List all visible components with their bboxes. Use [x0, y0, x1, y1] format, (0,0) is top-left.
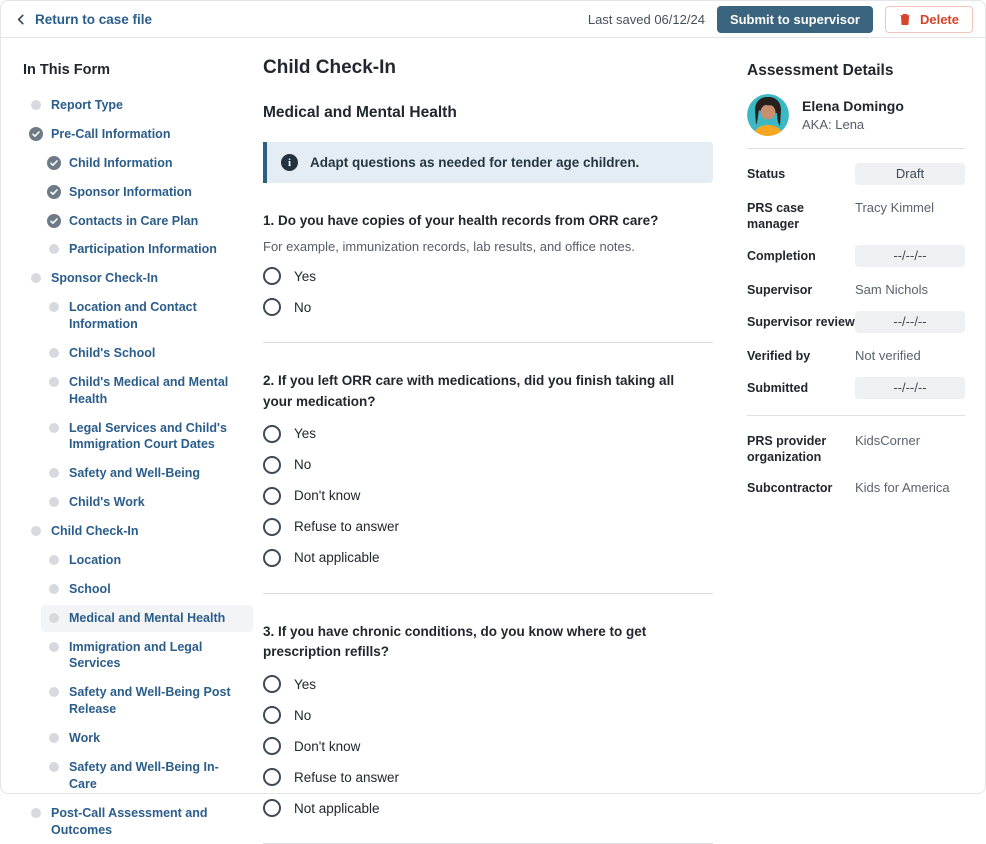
sidebar-item-label: Child Check-In: [51, 524, 139, 538]
sidebar-item-label: Contacts in Care Plan: [69, 213, 199, 228]
assessment-details-heading: Assessment Details: [747, 62, 894, 79]
pending-dot-icon: [31, 273, 41, 283]
sidebar-item-label: School: [69, 581, 111, 596]
radio-option-label: Don't know: [294, 488, 361, 504]
detail-label: PRS case manager: [747, 201, 804, 232]
pending-dot-icon: [49, 302, 59, 312]
info-banner-text: Adapt questions as needed for tender age children.: [310, 155, 640, 170]
divider: [263, 342, 713, 343]
sidebar-item-immigration-and-legal-services[interactable]: [41, 634, 253, 678]
sidebar-item-safety-and-well-being-in-care[interactable]: [41, 754, 253, 798]
assessment-details-panel: [747, 38, 985, 795]
radio-button-icon: [263, 456, 281, 474]
pending-dot-icon: [49, 733, 59, 743]
sidebar-item-label: Sponsor Check-In: [51, 271, 158, 286]
sidebar-item-report-type[interactable]: [23, 92, 253, 119]
sidebar-item-child-s-work[interactable]: [41, 489, 253, 516]
question-list: [263, 211, 713, 844]
person-aka: AKA: Lena: [802, 117, 865, 132]
sidebar-item-label: Medical and Mental Health: [69, 610, 226, 625]
divider: [747, 415, 965, 416]
radio-button-icon: [263, 487, 281, 505]
question-2: [263, 371, 713, 594]
divider: [263, 593, 713, 594]
radio-option-no[interactable]: [263, 298, 713, 316]
pending-dot-icon: [49, 687, 59, 697]
pending-dot-icon: [49, 377, 59, 387]
delete-button[interactable]: [885, 6, 973, 33]
pending-dot-icon: [49, 642, 59, 652]
detail-rows: [747, 163, 965, 399]
sidebar-item-pre-call-information[interactable]: [23, 121, 253, 148]
topbar: [1, 1, 985, 38]
sidebar-item-label: Safety and Well-Being: [69, 466, 201, 481]
radio-option-label: Yes: [294, 426, 317, 442]
radio-button-icon: [263, 549, 281, 567]
detail-row-status: [747, 163, 965, 185]
radio-option-no[interactable]: [263, 456, 713, 474]
radio-option-label: No: [294, 457, 312, 473]
topbar-actions: [588, 6, 973, 33]
detail-value: Sam Nichols: [855, 281, 928, 297]
person-card: [747, 94, 965, 148]
trash-icon: [899, 13, 911, 26]
sidebar-item-label: Legal Services and Child's Immigration Court Dates: [69, 420, 227, 452]
sidebar-item-location-and-contact-information[interactable]: [41, 294, 253, 338]
info-banner: [263, 142, 713, 183]
pending-dot-icon: [49, 497, 59, 507]
radio-option-yes[interactable]: [263, 267, 713, 285]
radio-option-refuse-to-answer[interactable]: [263, 518, 713, 536]
radio-option-label: Refuse to answer: [294, 519, 400, 535]
person-name: Elena Domingo: [802, 98, 904, 114]
radio-option-don-t-know[interactable]: [263, 487, 713, 505]
sidebar-item-school[interactable]: [41, 576, 253, 603]
divider: [747, 148, 965, 149]
detail-row-completion: [747, 245, 965, 267]
detail-row-submitted: [747, 377, 965, 399]
sidebar-item-label: Pre-Call Information: [51, 126, 171, 141]
sidebar-item-sponsor-check-in[interactable]: [23, 265, 253, 292]
radio-option-label: No: [294, 299, 312, 315]
radio-option-yes[interactable]: [263, 425, 713, 443]
radio-button-icon: [263, 425, 281, 443]
question-text: 1. Do you have copies of your health records from ORR care?: [263, 213, 659, 228]
sidebar-item-post-call-assessment-and-outcomes[interactable]: [23, 800, 253, 844]
radio-option-label: Don't know: [294, 738, 361, 754]
sidebar-item-label: Post-Call Assessment and Outcomes: [51, 805, 208, 837]
org-rows: [747, 430, 965, 498]
sidebar-item-work[interactable]: [41, 725, 253, 752]
radio-option-yes[interactable]: [263, 675, 713, 693]
sidebar-item-label: Immigration and Legal Services: [69, 639, 203, 671]
radio-option-label: Yes: [294, 676, 317, 692]
sidebar-item-contacts-in-care-plan[interactable]: [41, 208, 253, 235]
radio-option-not-applicable[interactable]: [263, 549, 713, 567]
sidebar-item-label: Child's Work: [69, 495, 145, 510]
radio-button-icon: [263, 737, 281, 755]
check-circle-icon: [47, 156, 61, 170]
last-saved-text: Last saved 06/12/24: [587, 11, 705, 27]
radio-button-icon: [263, 298, 281, 316]
detail-value: Draft: [855, 163, 965, 185]
detail-row-subcontractor: [747, 477, 965, 497]
detail-row-prs-provider-organization: [747, 430, 965, 466]
detail-value: Kids for America: [855, 480, 950, 495]
pending-dot-icon: [49, 468, 59, 478]
radio-option-don-t-know[interactable]: [263, 737, 713, 755]
pending-dot-icon: [49, 555, 59, 565]
detail-value: --/--/--: [855, 245, 965, 267]
radio-button-icon: [263, 518, 281, 536]
question-text: 2. If you left ORR care with medications, did you finish taking all your medication?: [263, 373, 675, 409]
sidebar-item-child-information[interactable]: [41, 150, 253, 177]
radio-button-icon: [263, 675, 281, 693]
pending-dot-icon: [49, 762, 59, 772]
sidebar-item-legal-services-and-child-s-immigration-court-dates[interactable]: [41, 415, 253, 459]
sidebar-item-label: Work: [69, 731, 101, 745]
pending-dot-icon: [31, 526, 41, 536]
question-1: [263, 211, 713, 343]
check-circle-icon: [47, 214, 61, 228]
form-main: [263, 38, 713, 816]
check-circle-icon: [29, 127, 43, 141]
radio-option-label: Yes: [294, 268, 317, 284]
radio-button-icon: [263, 267, 281, 285]
sidebar-item-medical-and-mental-health[interactable]: [41, 605, 253, 632]
pending-dot-icon: [31, 100, 41, 110]
sidebar-item-label: Safety and Well-Being In-Care: [69, 759, 219, 791]
info-icon: i: [281, 154, 298, 171]
detail-label: Status: [747, 167, 786, 181]
sidebar-item-location[interactable]: [41, 547, 253, 574]
radio-button-icon: [263, 768, 281, 786]
detail-label: Supervisor review: [747, 314, 855, 329]
radio-option-not-applicable[interactable]: [263, 799, 713, 817]
sidebar-nav: [23, 92, 253, 843]
check-circle-icon: [47, 185, 61, 199]
sidebar-item-label: Location and Contact Information: [69, 300, 197, 331]
pending-dot-icon: [31, 808, 41, 818]
detail-label: Submitted: [747, 380, 809, 395]
pending-dot-icon: [49, 244, 59, 254]
sidebar-item-safety-and-well-being[interactable]: [41, 460, 253, 487]
radio-option-label: No: [294, 707, 312, 723]
detail-value: --/--/--: [855, 311, 965, 333]
question-helper: For example, immunization records, lab results, and office notes.: [263, 239, 635, 255]
detail-label: Completion: [747, 248, 816, 263]
detail-label: Subcontractor: [747, 481, 833, 495]
sidebar-item-safety-and-well-being-post-release[interactable]: [41, 679, 253, 723]
content-area: [1, 38, 985, 837]
question-text: 3. If you have chronic conditions, do you know where to get prescription refills?: [263, 623, 647, 659]
sidebar-item-child-s-medical-and-mental-health[interactable]: [41, 369, 253, 413]
sidebar-item-participation-information[interactable]: [41, 236, 253, 263]
sidebar-item-label: Safety and Well-Being Post Release: [69, 685, 231, 717]
avatar: [747, 94, 789, 136]
sidebar-item-child-check-in[interactable]: [23, 518, 253, 545]
form-sidebar: [1, 38, 263, 837]
detail-label: Supervisor: [747, 282, 813, 297]
radio-option-refuse-to-answer[interactable]: [263, 768, 713, 786]
radio-button-icon: [263, 799, 281, 817]
page-title: Child Check-In: [263, 57, 397, 78]
radio-option-label: Not applicable: [294, 800, 380, 816]
delete-label: Delete: [919, 11, 959, 27]
sidebar-item-label: Sponsor Information: [69, 184, 192, 199]
sidebar-item-label: Child Information: [69, 155, 173, 170]
sidebar-item-label: Location: [69, 552, 122, 567]
section-title: Medical and Mental Health: [263, 104, 457, 121]
submit-to-supervisor-button[interactable]: Submit to supervisor: [717, 6, 873, 33]
detail-value: KidsCorner: [855, 432, 921, 448]
return-to-case-file-link[interactable]: [15, 12, 152, 27]
sidebar-heading: In This Form: [23, 62, 110, 78]
pending-dot-icon: [49, 348, 59, 358]
detail-value: Tracy Kimmel: [855, 200, 934, 215]
sidebar-item-label: Report Type: [51, 98, 123, 112]
sidebar-item-label: Participation Information: [69, 242, 217, 257]
detail-label: Verified by: [747, 348, 811, 363]
radio-button-icon: [263, 706, 281, 724]
radio-option-no[interactable]: [263, 706, 713, 724]
detail-row-verified-by: [747, 345, 965, 365]
detail-value: --/--/--: [855, 377, 965, 399]
question-3: [263, 622, 713, 844]
pending-dot-icon: [49, 423, 59, 433]
chevron-left-icon: [15, 14, 26, 25]
return-to-case-file-label: Return to case file: [35, 11, 153, 27]
pending-dot-icon: [49, 613, 59, 623]
detail-row-prs-case-manager: [747, 197, 965, 233]
sidebar-item-label: Child's School: [69, 345, 156, 360]
detail-row-supervisor: [747, 279, 965, 299]
sidebar-item-child-s-school[interactable]: [41, 340, 253, 367]
radio-option-label: Refuse to answer: [294, 769, 400, 785]
detail-label: PRS provider organization: [747, 433, 827, 464]
sidebar-item-label: Child's Medical and Mental Health: [69, 374, 229, 406]
detail-value: Not verified: [855, 347, 921, 363]
pending-dot-icon: [49, 584, 59, 594]
radio-option-label: Not applicable: [294, 550, 380, 566]
sidebar-item-sponsor-information[interactable]: [41, 179, 253, 206]
detail-row-supervisor-review: [747, 311, 965, 333]
